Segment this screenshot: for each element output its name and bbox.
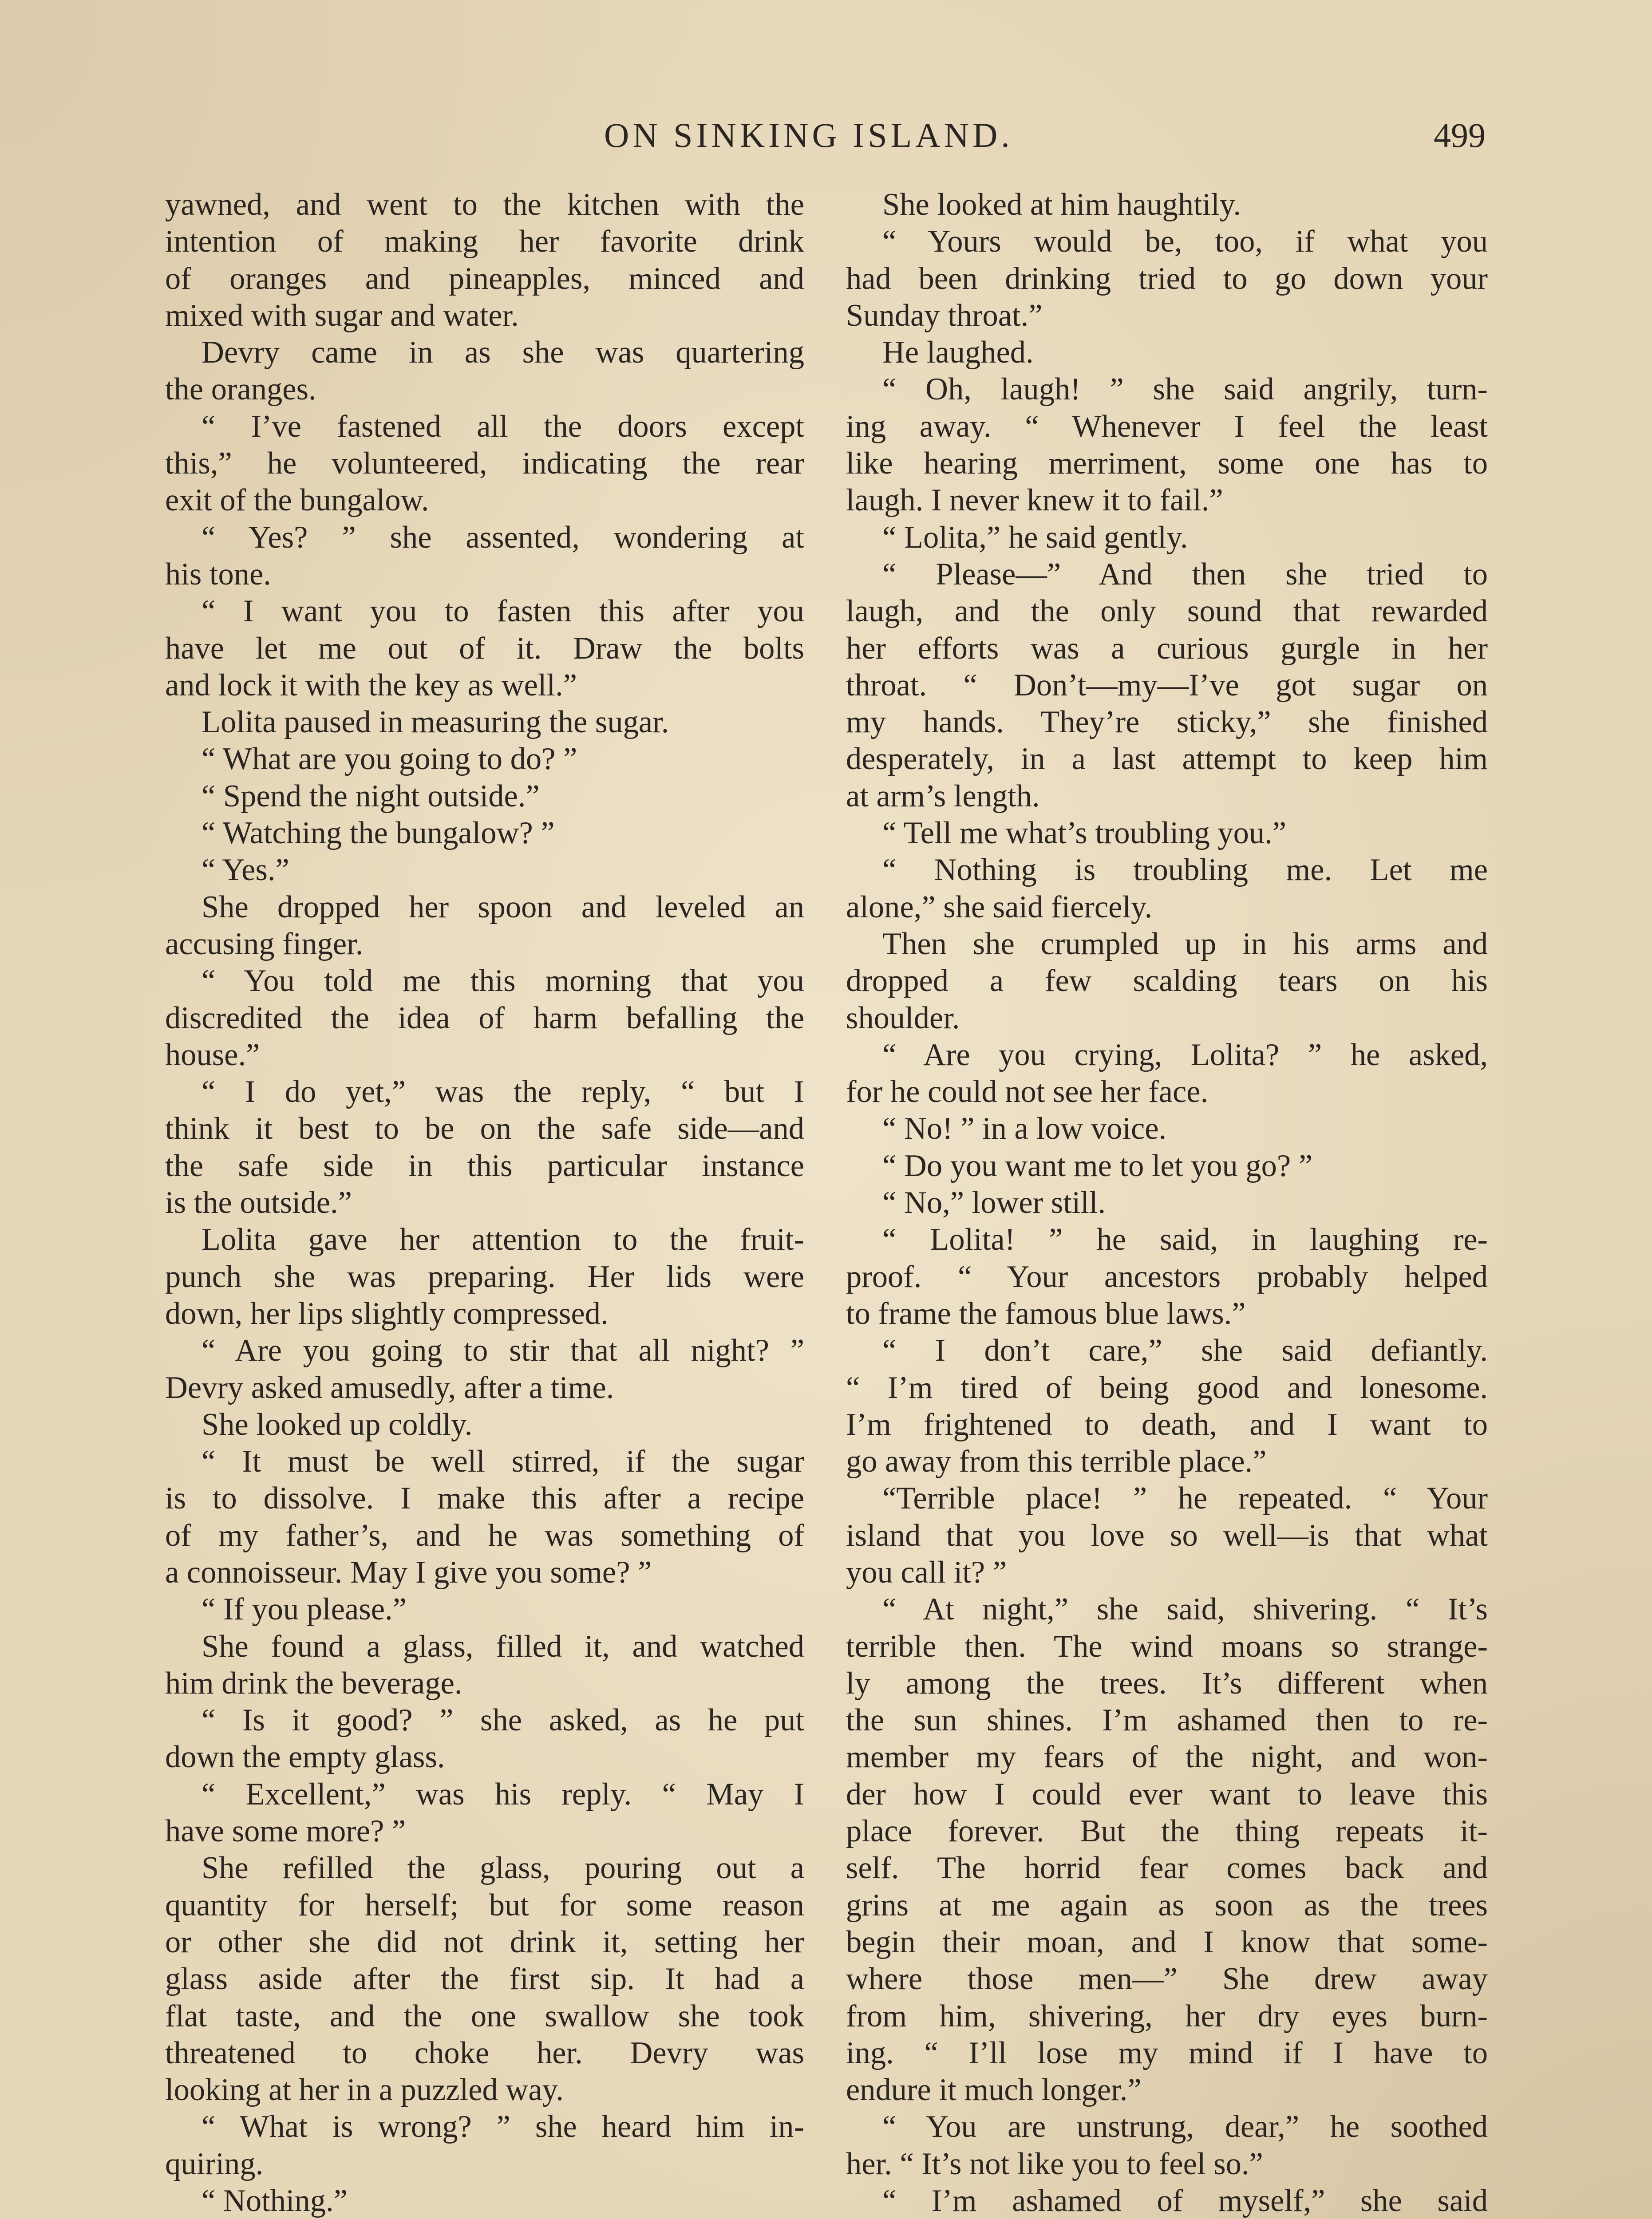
text-line: self. The horrid fear comes back and xyxy=(846,1851,1488,1886)
text-line: He laughed. xyxy=(882,335,1034,370)
text-line: “ Yours would be, too, if what you xyxy=(882,224,1488,259)
text-line: house.” xyxy=(165,1037,260,1072)
text-line: “ I’ve fastened all the doors except xyxy=(202,409,804,444)
text-line: intention of making her favorite drink xyxy=(165,224,804,259)
text-line: “ At night,” she said, shivering. “ It’s xyxy=(882,1592,1488,1627)
text-line: She dropped her spoon and leveled an xyxy=(202,889,804,924)
text-line: “ Are you going to stir that all night? ” xyxy=(202,1333,804,1368)
text-line: “ Tell me what’s troubling you.” xyxy=(882,816,1287,851)
text-line: ing away. “ Whenever I feel the least xyxy=(846,409,1488,444)
text-line: down the empty glass. xyxy=(165,1740,445,1775)
text-line: “ No! ” in a low voice. xyxy=(882,1111,1167,1146)
text-line: exit of the bungalow. xyxy=(165,483,429,518)
text-line: for he could not see her face. xyxy=(846,1074,1209,1110)
text-line: her efforts was a curious gurgle in her xyxy=(846,631,1488,666)
text-line: this,” he volunteered, indicating the rear xyxy=(165,446,804,481)
text-line: quantity for herself; but for some reason xyxy=(165,1887,804,1923)
text-line: “ No,” lower still. xyxy=(882,1185,1106,1220)
text-line: the sun shines. I’m ashamed then to re- xyxy=(846,1703,1488,1738)
text-line: yawned, and went to the kitchen with the xyxy=(165,187,804,222)
text-line: looking at her in a puzzled way. xyxy=(165,2073,564,2108)
text-line: “ Spend the night outside.” xyxy=(202,778,540,813)
text-line: the oranges. xyxy=(165,372,316,407)
text-line: discredited the idea of harm befalling the xyxy=(165,1000,804,1035)
text-line: place forever. But the thing repeats it- xyxy=(846,1814,1488,1849)
text-line: “ Lolita! ” he said, in laughing re- xyxy=(882,1222,1488,1257)
right-text-column xyxy=(846,186,1488,2219)
text-line: She refilled the glass, pouring out a xyxy=(202,1851,804,1886)
text-line: Lolita paused in measuring the sugar. xyxy=(202,705,669,740)
text-line: “ I do yet,” was the reply, “ but I xyxy=(202,1074,804,1110)
text-line: her. “ It’s not like you to feel so.” xyxy=(846,2146,1263,2181)
text-line: “ It must be well stirred, if the sugar xyxy=(202,1444,804,1479)
running-head xyxy=(0,111,1652,160)
text-line: dropped a few scalding tears on his xyxy=(846,963,1488,999)
text-line: “ Is it good? ” she asked, as he put xyxy=(202,1703,804,1738)
text-line: I’m frightened to death, and I want to xyxy=(846,1407,1488,1442)
page-number: 499 xyxy=(1434,116,1486,154)
text-line: She looked up coldly. xyxy=(202,1407,473,1442)
text-line: “ You told me this morning that you xyxy=(202,963,804,999)
text-line: to frame the famous blue laws.” xyxy=(846,1296,1246,1331)
text-line: of oranges and pineapples, minced and xyxy=(165,261,804,296)
text-line: laugh, and the only sound that rewarded xyxy=(846,594,1488,629)
text-line: had been drinking tried to go down your xyxy=(846,261,1488,296)
text-line: laugh. I never knew it to fail.” xyxy=(846,483,1223,518)
text-line: “ I don’t care,” she said defiantly. xyxy=(882,1333,1488,1368)
text-line: She looked at him haughtily. xyxy=(882,187,1241,222)
text-line: She found a glass, filled it, and watched xyxy=(202,1629,804,1664)
text-line: proof. “ Your ancestors probably helped xyxy=(846,1259,1488,1294)
text-line: “ You are unstrung, dear,” he soothed xyxy=(882,2109,1488,2144)
text-line: alone,” she said fiercely. xyxy=(846,889,1153,924)
text-line: of my father’s, and he was something of xyxy=(165,1518,804,1553)
text-line: you call it? ” xyxy=(846,1555,1007,1590)
text-line: him drink the beverage. xyxy=(165,1666,462,1701)
text-line: is the outside.” xyxy=(165,1185,352,1220)
left-text-column xyxy=(165,186,804,2219)
text-line: “ I want you to fasten this after you xyxy=(202,594,804,629)
text-line: punch she was preparing. Her lids were xyxy=(165,1259,804,1294)
text-line: his tone. xyxy=(165,557,271,592)
text-line: from him, shivering, her dry eyes burn- xyxy=(846,1998,1488,2033)
text-line: endure it much longer.” xyxy=(846,2073,1142,2108)
text-line: “ Please—” And then she tried to xyxy=(882,557,1488,592)
text-line: grins at me again as soon as the trees xyxy=(846,1887,1488,1923)
text-line: “ What are you going to do? ” xyxy=(202,742,577,777)
text-line: “ I’m ashamed of myself,” she said xyxy=(882,2183,1488,2219)
text-line: mixed with sugar and water. xyxy=(165,298,519,333)
text-line: is to dissolve. I make this after a recipe xyxy=(165,1481,804,1516)
text-line: “ Do you want me to let you go? ” xyxy=(882,1148,1313,1183)
text-line: “Terrible place! ” he repeated. “ Your xyxy=(882,1481,1488,1516)
text-line: “ Oh, laugh! ” she said angrily, turn- xyxy=(882,372,1488,407)
text-line: and lock it with the key as well.” xyxy=(165,667,577,703)
text-line: have let me out of it. Draw the bolts xyxy=(165,631,804,666)
text-line: the safe side in this particular instance xyxy=(165,1148,804,1183)
text-line: “ Lolita,” he said gently. xyxy=(882,520,1188,555)
text-line: Then she crumpled up in his arms and xyxy=(882,926,1488,961)
text-line: Lolita gave her attention to the fruit- xyxy=(202,1222,804,1257)
running-title: ON SINKING ISLAND. xyxy=(604,116,1013,154)
text-line: “ Watching the bungalow? ” xyxy=(202,816,555,851)
text-line: terrible then. The wind moans so strange- xyxy=(846,1629,1488,1664)
text-line: begin their moan, and I know that some- xyxy=(846,1924,1488,1959)
text-line: der how I could ever want to leave this xyxy=(846,1777,1488,1812)
text-line: down, her lips slightly compressed. xyxy=(165,1296,609,1331)
text-line: “ Are you crying, Lolita? ” he asked, xyxy=(882,1037,1488,1072)
text-line: “ If you please.” xyxy=(202,1592,407,1627)
text-line: Devry came in as she was quartering xyxy=(202,335,804,370)
text-line: island that you love so well—is that what xyxy=(846,1518,1488,1553)
text-line: “ Yes.” xyxy=(202,853,289,888)
text-line: member my fears of the night, and won- xyxy=(846,1740,1488,1775)
text-line: like hearing merriment, some one has to xyxy=(846,446,1488,481)
text-line: think it best to be on the safe side—and xyxy=(165,1111,804,1146)
text-line: glass aside after the first sip. It had a xyxy=(165,1962,804,1997)
text-line: quiring. xyxy=(165,2146,264,2181)
text-line: at arm’s length. xyxy=(846,778,1040,813)
text-line: “ What is wrong? ” she heard him in- xyxy=(202,2109,804,2144)
text-line: flat taste, and the one swallow she took xyxy=(165,1998,804,2033)
text-line: “ Nothing is troubling me. Let me xyxy=(882,853,1488,888)
text-line: a connoisseur. May I give you some? ” xyxy=(165,1555,652,1590)
text-line: “ Nothing.” xyxy=(202,2183,348,2219)
text-line: throat. “ Don’t—my—I’ve got sugar on xyxy=(846,667,1488,703)
text-line: “ Excellent,” was his reply. “ May I xyxy=(202,1777,804,1812)
text-line: Devry asked amusedly, after a time. xyxy=(165,1370,614,1405)
text-line: “ Yes? ” she assented, wondering at xyxy=(202,520,804,555)
text-line: where those men—” She drew away xyxy=(846,1962,1488,1997)
text-line: accusing finger. xyxy=(165,926,364,961)
text-line: ing. “ I’ll lose my mind if I have to xyxy=(846,2035,1488,2070)
text-line: Sunday throat.” xyxy=(846,298,1043,333)
text-line: my hands. They’re sticky,” she finished xyxy=(846,705,1488,740)
text-line: or other she did not drink it, setting her xyxy=(165,1924,804,1959)
text-line: desperately, in a last attempt to keep him xyxy=(846,742,1488,777)
text-line: “ I’m tired of being good and lonesome. xyxy=(846,1370,1488,1405)
text-line: threatened to choke her. Devry was xyxy=(165,2035,804,2070)
text-line: ly among the trees. It’s different when xyxy=(846,1666,1488,1701)
text-line: have some more? ” xyxy=(165,1814,406,1849)
text-line: shoulder. xyxy=(846,1000,960,1035)
text-line: go away from this terrible place.” xyxy=(846,1444,1267,1479)
